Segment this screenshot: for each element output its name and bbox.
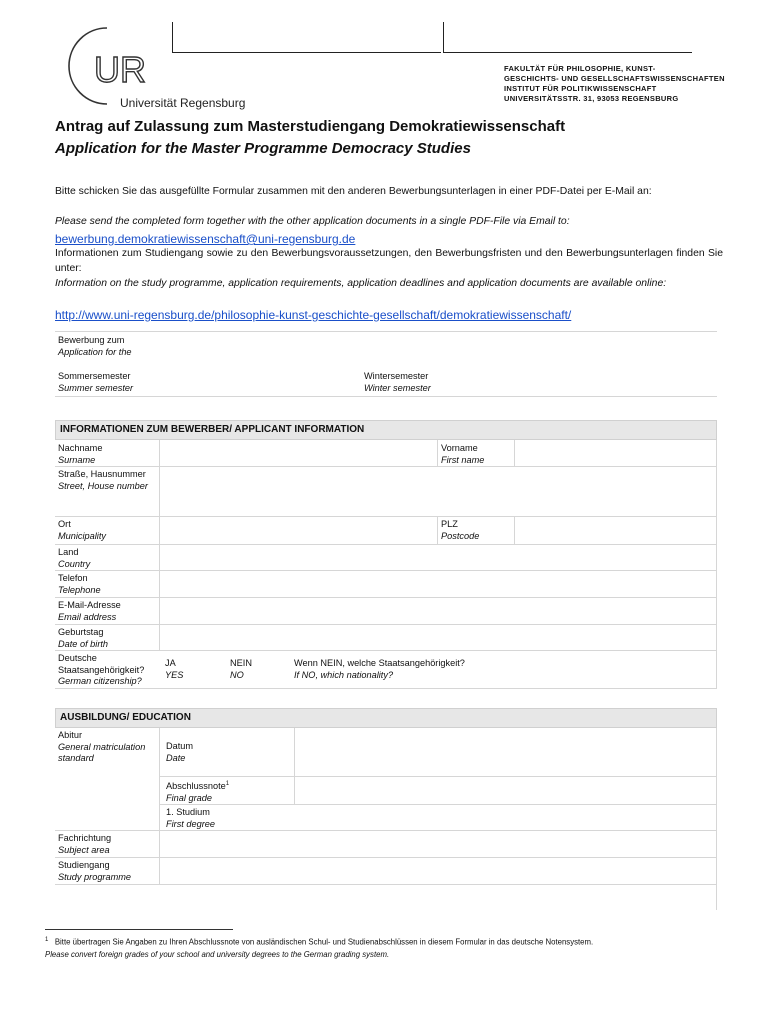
divider xyxy=(294,728,295,804)
nationality-field[interactable] xyxy=(294,658,465,681)
divider xyxy=(55,688,717,689)
footnote-ref: 1 xyxy=(225,781,230,787)
city-label xyxy=(58,519,106,542)
email-de: E-Mail-Adresse xyxy=(58,600,121,610)
city-de: Ort xyxy=(58,519,71,529)
programme-url-link[interactable]: http://www.uni-regensburg.de/philosophie-kunst-geschichte-gesellschaft/demokratiewissenschaft/ xyxy=(55,308,572,322)
street-en: Street, House number xyxy=(58,480,148,491)
postcode-de: PLZ xyxy=(441,519,458,529)
university-name: Universität Regensburg xyxy=(120,96,246,110)
divider xyxy=(716,440,717,688)
study-programme-label xyxy=(58,860,131,883)
grade-de: Abschlussnote xyxy=(166,781,226,792)
nationality-en: If NO, which nationality? xyxy=(294,669,394,680)
divider xyxy=(159,804,717,805)
summer-semester-en: Summer semester xyxy=(58,382,134,393)
country-de: Land xyxy=(58,547,79,557)
form-title-de: Antrag auf Zulassung zum Masterstudiengang Demokratiewissenschaft xyxy=(55,118,566,135)
semester-label-de: Bewerbung zum xyxy=(58,335,125,345)
intro-send-de: Bitte schicken Sie das ausgefüllte Formular zusammen mit den anderen Bewerbungsunterlagen in einer PDF-Datei per E-Mail an: xyxy=(55,186,652,197)
email-link[interactable]: bewerbung.demokratiewissenschaft@uni-regensburg.de xyxy=(55,232,356,246)
surname-de: Nachname xyxy=(58,443,103,453)
education-section-heading: AUSBILDUNG/ EDUCATION xyxy=(55,708,717,728)
divider xyxy=(55,396,717,397)
date-en: Date xyxy=(166,752,186,763)
country-field[interactable] xyxy=(161,545,715,569)
logo-letters: UR xyxy=(94,49,146,90)
faculty-line: UNIVERSITÄTSSTR. 31, 93053 REGENSBURG xyxy=(504,94,679,103)
nationality-de: Wenn NEIN, welche Staatsangehörigkeit? xyxy=(294,658,465,668)
citizenship-de: Deutsche Staatsangehörigkeit? xyxy=(58,653,145,675)
firstname-en: First name xyxy=(441,454,485,465)
abitur-label xyxy=(58,730,156,765)
subject-label xyxy=(58,833,111,856)
street-label xyxy=(58,469,154,492)
study-programme-field[interactable] xyxy=(161,858,715,883)
faculty-address xyxy=(504,64,725,104)
header-frame-right xyxy=(443,22,692,53)
firstname-field[interactable] xyxy=(516,441,715,465)
citizenship-en: German citizenship? xyxy=(58,676,142,687)
no-en: NO xyxy=(230,669,244,680)
abitur-date-field[interactable] xyxy=(296,729,715,775)
final-grade-field[interactable] xyxy=(296,777,715,803)
divider xyxy=(437,516,438,544)
street-de: Straße, Hausnummer xyxy=(58,469,146,479)
email-en: Email address xyxy=(58,611,117,622)
divider xyxy=(55,331,717,332)
divider xyxy=(437,440,438,466)
surname-en: Surname xyxy=(58,454,96,465)
dob-label xyxy=(58,627,108,650)
final-grade-label xyxy=(166,779,229,804)
subject-en: Subject area xyxy=(58,844,110,855)
divider xyxy=(159,728,160,884)
postcode-label xyxy=(441,519,479,542)
dob-field[interactable] xyxy=(161,625,715,649)
surname-label xyxy=(58,443,102,466)
footnote-mark: 1 xyxy=(45,937,49,943)
faculty-line: GESCHICHTS- UND GESELLSCHAFTSWISSENSCHAFTEN xyxy=(504,74,725,83)
first-degree-label xyxy=(166,807,215,830)
winter-semester-en: Winter semester xyxy=(364,382,431,393)
winter-semester-option[interactable] xyxy=(364,371,431,394)
postcode-field[interactable] xyxy=(516,517,715,543)
abitur-de: Abitur xyxy=(58,730,83,740)
email-label xyxy=(58,600,121,623)
divider xyxy=(514,440,515,466)
country-en: Country xyxy=(58,558,91,569)
citizenship-no-option[interactable] xyxy=(230,658,252,681)
subject-field[interactable] xyxy=(161,831,715,856)
yes-de: JA xyxy=(165,658,176,668)
no-de: NEIN xyxy=(230,658,252,668)
programme-de: Studiengang xyxy=(58,860,110,870)
firstname-de: Vorname xyxy=(441,443,478,453)
grade-en: Final grade xyxy=(166,792,212,803)
header-frame-left xyxy=(172,22,441,53)
city-field[interactable] xyxy=(161,517,436,543)
city-en: Municipality xyxy=(58,530,106,541)
divider xyxy=(716,728,717,910)
country-label xyxy=(58,547,90,570)
dob-de: Geburtstag xyxy=(58,627,104,637)
phone-de: Telefon xyxy=(58,573,88,583)
degree-en: First degree xyxy=(166,818,216,829)
semester-label-en: Application for the xyxy=(58,346,132,357)
phone-field[interactable] xyxy=(161,571,715,596)
faculty-line: INSTITUT FÜR POLITIKWISSENSCHAFT xyxy=(504,84,657,93)
abitur-date-label xyxy=(166,741,193,764)
firstname-label xyxy=(441,443,484,466)
applicant-section-heading: INFORMATIONEN ZUM BEWERBER/ APPLICANT INFORMATION xyxy=(55,420,717,440)
email-field[interactable] xyxy=(161,598,715,623)
yes-en: YES xyxy=(165,669,184,680)
phone-label xyxy=(58,573,101,596)
programme-en: Study programme xyxy=(58,871,132,882)
citizenship-yes-option[interactable] xyxy=(165,658,183,681)
date-de: Datum xyxy=(166,741,194,751)
form-title-en: Application for the Master Programme Democracy Studies xyxy=(55,140,471,157)
faculty-line: FAKULTÄT FÜR PHILOSOPHIE, KUNST- xyxy=(504,64,656,73)
subject-de: Fachrichtung xyxy=(58,833,112,843)
summer-semester-option[interactable] xyxy=(58,371,133,394)
footnote xyxy=(45,934,745,961)
winter-semester-de: Wintersemester xyxy=(364,371,429,381)
surname-field[interactable] xyxy=(161,441,436,465)
divider xyxy=(55,884,717,885)
semester-label xyxy=(58,335,132,358)
abitur-en: General matriculation standard xyxy=(58,741,146,764)
street-field[interactable] xyxy=(161,467,715,515)
divider xyxy=(159,440,160,650)
footnote-en: Please convert foreign grades of your school and university degrees to the German grading system. xyxy=(45,949,390,959)
intro-send-en: Please send the completed form together with the other application documents in a single PDF-File via Email to: xyxy=(55,216,570,227)
dob-en: Date of birth xyxy=(58,638,109,649)
intro-info-de: Informationen zum Studiengang sowie zu den Bewerbungsvoraussetzungen, den Bewerbungsfristen und den Bewerbungsunterlagen finden Sie unter: xyxy=(55,248,723,274)
footnote-de: Bitte übertragen Sie Angaben zu Ihren Abschlussnote von ausländischen Schul- und Studienabschlüssen in diesem Formular in das deutsche Notensystem. xyxy=(54,937,594,947)
summer-semester-de: Sommersemester xyxy=(58,371,131,381)
intro-info-en: Information on the study programme, application requirements, application deadlines and application documents are available online: xyxy=(55,278,667,289)
postcode-en: Postcode xyxy=(441,530,480,541)
divider xyxy=(55,650,717,651)
footnote-separator xyxy=(45,929,233,930)
citizenship-label xyxy=(58,653,158,688)
phone-en: Telephone xyxy=(58,584,101,595)
divider xyxy=(514,516,515,544)
degree-de: 1. Studium xyxy=(166,807,210,817)
